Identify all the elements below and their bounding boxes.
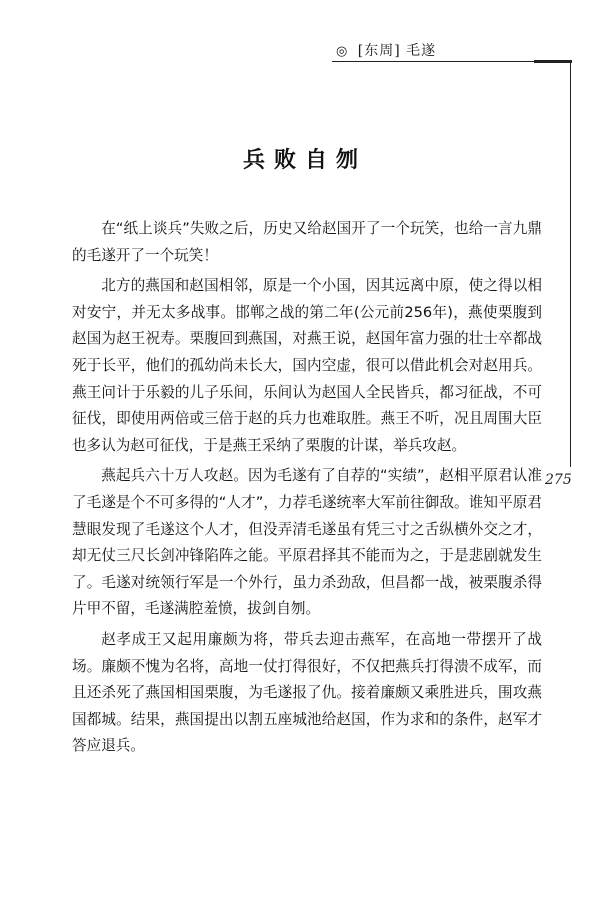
section-title: 兵败自刎 — [242, 148, 367, 173]
paragraph: 北方的燕国和赵国相邻，原是一个小国，因其远离中原，使之得以相对安宁，并无太多战事。邯郸之战的第二年(公元前256年)，燕使栗腹到赵国为赵王祝寿。栗腹回到燕国，对燕王说，赵国年富力强的壮士卒都战死于长平，他们的孤幼尚未长大，国内空虚，很可以借此机会对赵用兵。燕王问计于乐毅的儿子乐间，乐间认为赵国人全民皆兵，都习征战，不可征伐，即使用两倍或三倍于赵的兵力也难取胜。燕王不听，况且周围大臣也多认为赵可征伐，于是燕王采纳了栗腹的计谋，举兵攻赵。 — [72, 277, 542, 454]
paragraph: 赵孝成王又起用廉颇为将，带兵去迎击燕军，在高地一带摆开了战场。廉颇不愧为名将，高地一仗打得很好，不仅把燕兵打得溃不成军，而且还杀死了燕国相国栗腹，为毛遂报了仇。接着廉颇又乘胜进兵，围攻燕国都城。结果，燕国提出以割五座城池给赵国，作为求和的条件，赵军才答应退兵。 — [72, 630, 542, 755]
page-number: 275 — [545, 472, 572, 488]
running-header — [336, 40, 436, 60]
paragraph: 在“纸上谈兵”失败之后，历史又给赵国开了一个玩笑，也给一言九鼎的毛遂开了一个玩笑！ — [72, 220, 542, 264]
side-rule — [570, 62, 571, 467]
paragraph: 燕起兵六十万人攻赵。因为毛遂有了自荐的“实绩”，赵相平原君认准了毛遂是个不可多得的“人才”，力荐毛遂统率大军前往御敌。谁知平原君慧眼发现了毛遂这个人才，但没弄清毛遂虽有凭三寸之舌纵横外交之才，却无仗三尺长剑冲锋陷阵之能。平原君择其不能而为之，于是悲剧就发生了。毛遂对统领行军是一个外行，虽力杀劲敌，但昌都一战，被栗腹杀得片甲不留，毛遂满腔羞愤，拔剑自刎。 — [72, 467, 542, 618]
header-chapter-label: [东周] 毛遂 — [357, 43, 437, 59]
header-marker: ◎ — [336, 44, 349, 59]
header-rule-accent — [534, 60, 572, 63]
body-text — [72, 216, 542, 764]
